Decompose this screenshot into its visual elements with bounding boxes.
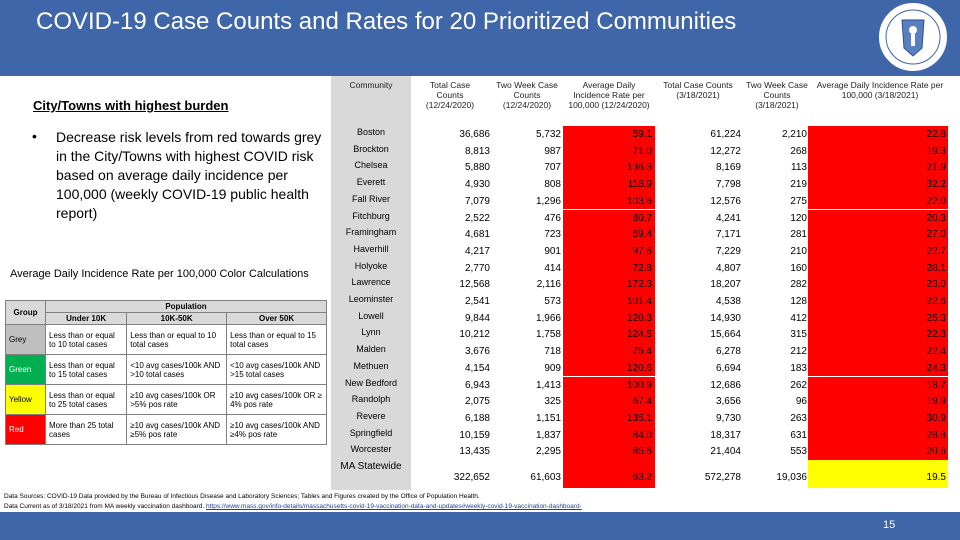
cell-c2: 1,413 (535, 379, 561, 391)
cell-c3: 97.6 (632, 245, 652, 257)
legend-population-header: Population (46, 301, 327, 313)
cell-c2: 2,116 (536, 279, 561, 291)
community-name: Methuen (353, 360, 389, 371)
cell-c3: 100.9 (626, 379, 652, 391)
legend-col-over50k: Over 50K (227, 313, 327, 325)
cell-c5: 268 (790, 145, 807, 157)
footer-currency (4, 503, 582, 510)
cell-c4: 7,171 (715, 229, 741, 241)
cell-c5: 315 (790, 329, 807, 341)
cell-c6: 25.3 (926, 312, 946, 324)
title-bar (0, 0, 960, 76)
cell-c1: 5,880 (464, 162, 490, 174)
cell-c6: 24.3 (926, 362, 946, 374)
legend-row-red (6, 415, 327, 445)
community-name: Randolph (351, 394, 391, 405)
cell-c1: 4,217 (464, 245, 490, 257)
cell-c4: 4,241 (715, 212, 741, 224)
cell-c2: 325 (544, 396, 561, 408)
bullet-item (32, 128, 332, 223)
community-name: Springfield (349, 427, 393, 438)
cell-c5: 631 (790, 429, 807, 441)
cell-c2: 61,603 (530, 472, 561, 483)
cell-c6: 19.5 (926, 472, 946, 483)
cell-c2: 901 (544, 245, 561, 257)
cell-c5: 212 (790, 346, 807, 358)
legend-cell: Less than or equal to 10 total cases (46, 325, 127, 355)
cell-c6: 19.3 (926, 145, 946, 157)
page-number: 15 (883, 519, 896, 531)
legend-cell: Less than or equal to 10 total cases (127, 325, 227, 355)
cell-c3: 118.9 (627, 179, 652, 191)
cell-c6: 19.9 (926, 396, 946, 408)
community-name: Lynn (361, 327, 381, 338)
cell-c2: 1,151 (535, 412, 561, 424)
cell-c3: 101.4 (626, 296, 652, 307)
cell-c6: 28.1 (926, 262, 946, 274)
cell-c5: 219 (790, 179, 807, 191)
legend-group-header: Group (6, 301, 46, 325)
cell-c4: 12,272 (710, 145, 741, 157)
cell-c4: 4,807 (715, 262, 741, 274)
cell-c2: 5,732 (535, 129, 561, 140)
cell-c4: 6,278 (715, 346, 741, 358)
cell-c1: 4,681 (464, 229, 490, 241)
cell-c5: 412 (790, 312, 807, 324)
cell-c1: 7,079 (464, 195, 490, 207)
bottom-bar (0, 512, 960, 540)
color-calc-caption: Average Daily Incidence Rate per 100,000 Color Calculations (10, 268, 309, 280)
bullet-dot: • (32, 128, 37, 144)
cell-c1: 4,154 (464, 362, 490, 374)
legend-cell: ≥10 avg cases/100k AND ≥4% pos rate (227, 415, 327, 445)
legend-cell: <10 avg cases/100k AND >10 total cases (127, 355, 227, 385)
header-two-week-dec: Two Week Case Counts (12/24/2020) (496, 80, 558, 110)
cell-c1: 6,188 (464, 412, 490, 424)
cell-c3: 69.4 (632, 229, 652, 241)
cell-c6: 22.7 (926, 245, 946, 257)
community-name: Haverhill (353, 243, 389, 254)
community-name: Everett (356, 177, 386, 188)
footer-dashboard-link[interactable]: https://www.mass.gov/info-details/massachusetts-covid-19-vaccination-data-and-updates#weekly-covid-19-vaccination-dashboard- (205, 503, 582, 510)
cell-c3: 85.6 (632, 446, 652, 458)
cell-c5: 275 (790, 195, 807, 207)
cell-c4: 7,798 (715, 179, 741, 191)
cell-c4: 7,229 (715, 245, 741, 257)
community-name: Framingham (345, 227, 397, 238)
legend-cell: Less than or equal to 25 total cases (46, 385, 127, 415)
cell-c5: 96 (795, 396, 807, 408)
header-total-cases-mar: Total Case Counts (3/18/2021) (663, 80, 733, 100)
legend-row-green (6, 355, 327, 385)
cell-c1: 6,943 (464, 379, 490, 391)
cell-c5: 281 (790, 229, 807, 241)
cell-c5: 120 (790, 212, 807, 224)
community-name: Fitchburg (352, 210, 390, 221)
legend-col-10k50k: 10K-50K (127, 313, 227, 325)
legend-col-under10k: Under 10K (46, 313, 127, 325)
community-name: MA Statewide (340, 461, 402, 472)
cell-c1: 10,212 (459, 329, 490, 341)
community-name: Brockton (353, 143, 389, 154)
cell-c3: 120.6 (626, 362, 652, 374)
community-name: Lawrence (351, 277, 391, 288)
cell-c1: 2,522 (464, 212, 490, 224)
cell-c1: 36,686 (459, 129, 490, 140)
cell-c4: 6,694 (715, 362, 741, 374)
cell-c2: 909 (544, 362, 561, 374)
cell-c5: 183 (790, 362, 807, 374)
cell-c5: 282 (790, 279, 807, 291)
cell-c4: 18,207 (710, 279, 741, 291)
cell-c4: 21,404 (710, 446, 741, 458)
legend-group-yellow: Yellow (6, 385, 46, 415)
header-two-week-mar: Two Week Case Counts (3/18/2021) (746, 80, 808, 110)
cell-c1: 4,930 (464, 179, 490, 191)
cell-c1: 9,844 (464, 312, 490, 324)
cell-c3: 72.8 (632, 262, 652, 274)
cell-c3: 120.3 (626, 312, 652, 324)
legend-cell: Less than or equal to 15 total cases (46, 355, 127, 385)
community-name: Lowell (358, 310, 384, 321)
cell-c5: 128 (790, 296, 807, 307)
cell-c4: 18,317 (710, 429, 741, 441)
cell-c4: 14,930 (710, 312, 741, 324)
cell-c2: 1,758 (535, 329, 561, 341)
legend-group-green: Green (6, 355, 46, 385)
cell-c3: 136.3 (626, 162, 652, 174)
page-title: COVID-19 Case Counts and Rates for 20 Prioritized Communities (36, 8, 737, 35)
cell-c1: 2,541 (464, 296, 490, 307)
community-name: Fall River (351, 193, 390, 204)
legend-row-yellow (6, 385, 327, 415)
cell-c6: 22.4 (926, 346, 946, 358)
footer-currency-text: Data Current as of 3/18/2021 from MA weekly vaccination dashboard. (4, 503, 205, 510)
cell-c3: 80.7 (632, 212, 652, 224)
cell-c5: 113 (791, 162, 807, 174)
cell-c6: 22.3 (926, 329, 946, 341)
cell-c6: 20.3 (926, 212, 946, 224)
cell-c2: 2,295 (535, 446, 561, 458)
cell-c6: 22.6 (926, 296, 946, 307)
cell-c4: 12,576 (710, 195, 741, 207)
left-heading: City/Towns with highest burden (33, 98, 229, 113)
cell-c6: 21.9 (926, 162, 946, 174)
cell-c5: 2,210 (781, 129, 807, 140)
legend-cell: ≥10 avg cases/100k OR ≥ 4% pos rate (227, 385, 327, 415)
legend-cell: ≥10 avg cases/100k OR >5% pos rate (127, 385, 227, 415)
cell-c1: 322,652 (453, 472, 490, 483)
cell-c2: 808 (544, 179, 561, 191)
massachusetts-seal-icon (872, 0, 954, 74)
cell-c6: 23.0 (926, 279, 946, 291)
cell-c5: 19,036 (776, 472, 807, 483)
community-name: Revere (356, 410, 386, 421)
cell-c1: 2,770 (464, 262, 490, 274)
cell-c4: 572,278 (704, 472, 741, 483)
cell-c5: 263 (790, 412, 807, 424)
cell-c3: 59.1 (632, 129, 652, 140)
cell-c2: 718 (544, 346, 561, 358)
cell-c6: 30.9 (926, 412, 946, 424)
cell-c4: 3,656 (715, 396, 741, 408)
cell-c2: 1,837 (535, 429, 561, 441)
cell-c6: 27.0 (926, 229, 946, 241)
cell-c4: 61,224 (710, 129, 741, 140)
community-name: Holyoke (354, 260, 388, 271)
cell-c6: 22.8 (926, 129, 946, 140)
cell-c3: 71.0 (632, 145, 652, 157)
cell-c4: 15,664 (710, 329, 741, 341)
cell-c1: 13,435 (459, 446, 490, 458)
legend-cell: ≥10 avg cases/100k AND ≥5% pos rate (127, 415, 227, 445)
color-legend-table (5, 300, 327, 445)
cell-c2: 987 (544, 145, 561, 157)
cell-c3: 124.5 (626, 329, 652, 341)
cell-c5: 262 (790, 379, 807, 391)
cell-c6: 28.8 (926, 429, 946, 441)
cell-c1: 3,676 (464, 346, 490, 358)
cell-c2: 414 (544, 262, 561, 274)
cell-c2: 1,296 (535, 195, 561, 207)
cell-c3: 84.0 (632, 429, 652, 441)
legend-cell: <10 avg cases/100k AND >15 total cases (227, 355, 327, 385)
cell-c4: 8,169 (715, 162, 741, 174)
community-name: Malden (356, 344, 386, 355)
legend-cell: Less than or equal to 15 total cases (227, 325, 327, 355)
cell-c4: 9,730 (715, 412, 741, 424)
cell-c2: 573 (544, 296, 561, 307)
legend-group-red: Red (6, 415, 46, 445)
bullet-text: Decrease risk levels from red towards grey in the City/Towns with highest COVID risk based on average daily incidence per 100,000 (weekly COVID-19 public health report) (56, 129, 322, 221)
cell-c4: 12,686 (710, 379, 741, 391)
community-name: New Bedford (344, 377, 398, 388)
header-incidence-dec: Average Daily Incidence Rate per 100,000 (12/24/2020) (568, 80, 650, 110)
community-name: Chelsea (354, 160, 388, 171)
cell-c6: 22.0 (926, 195, 946, 207)
footer-sources: Data Sources: COVID-19 Data provided by the Bureau of Infectious Disease and Laboratory Sciences; Tables and Figures created by the Office of Population Health. (4, 493, 480, 500)
cell-c1: 2,075 (464, 396, 490, 408)
community-name: Boston (356, 127, 386, 137)
cell-c6: 20.6 (926, 446, 946, 458)
cell-c2: 476 (544, 212, 561, 224)
cell-c3: 75.4 (632, 346, 652, 358)
cell-c1: 12,568 (459, 279, 490, 291)
cell-c3: 63.2 (632, 472, 652, 483)
header-incidence-mar: Average Daily Incidence Rate per 100,000 (3/18/2021) (816, 80, 944, 100)
cell-c4: 4,538 (715, 296, 741, 307)
cell-c3: 172.3 (626, 279, 652, 291)
cell-c6: 32.2 (926, 179, 946, 191)
cell-c5: 160 (790, 262, 807, 274)
cell-c2: 707 (544, 162, 561, 174)
cell-c3: 135.1 (626, 412, 652, 424)
cell-c3: 103.6 (626, 195, 652, 207)
community-name: Leominster (348, 294, 394, 304)
legend-row-grey (6, 325, 327, 355)
cell-c5: 210 (790, 245, 807, 257)
header-community: Community (349, 80, 393, 90)
community-name: Worcester (350, 444, 392, 455)
header-total-cases-dec: Total Case Counts (12/24/2020) (425, 80, 475, 110)
cell-c2: 1,966 (535, 312, 561, 324)
legend-cell: More than 25 total cases (46, 415, 127, 445)
cell-c1: 10,159 (459, 429, 490, 441)
cell-c2: 723 (544, 229, 561, 241)
cell-c3: 67.4 (632, 396, 652, 408)
cell-c1: 8,813 (464, 145, 490, 157)
cell-c6: 18.7 (926, 379, 946, 391)
legend-group-grey: Grey (6, 325, 46, 355)
cell-c5: 553 (790, 446, 807, 458)
